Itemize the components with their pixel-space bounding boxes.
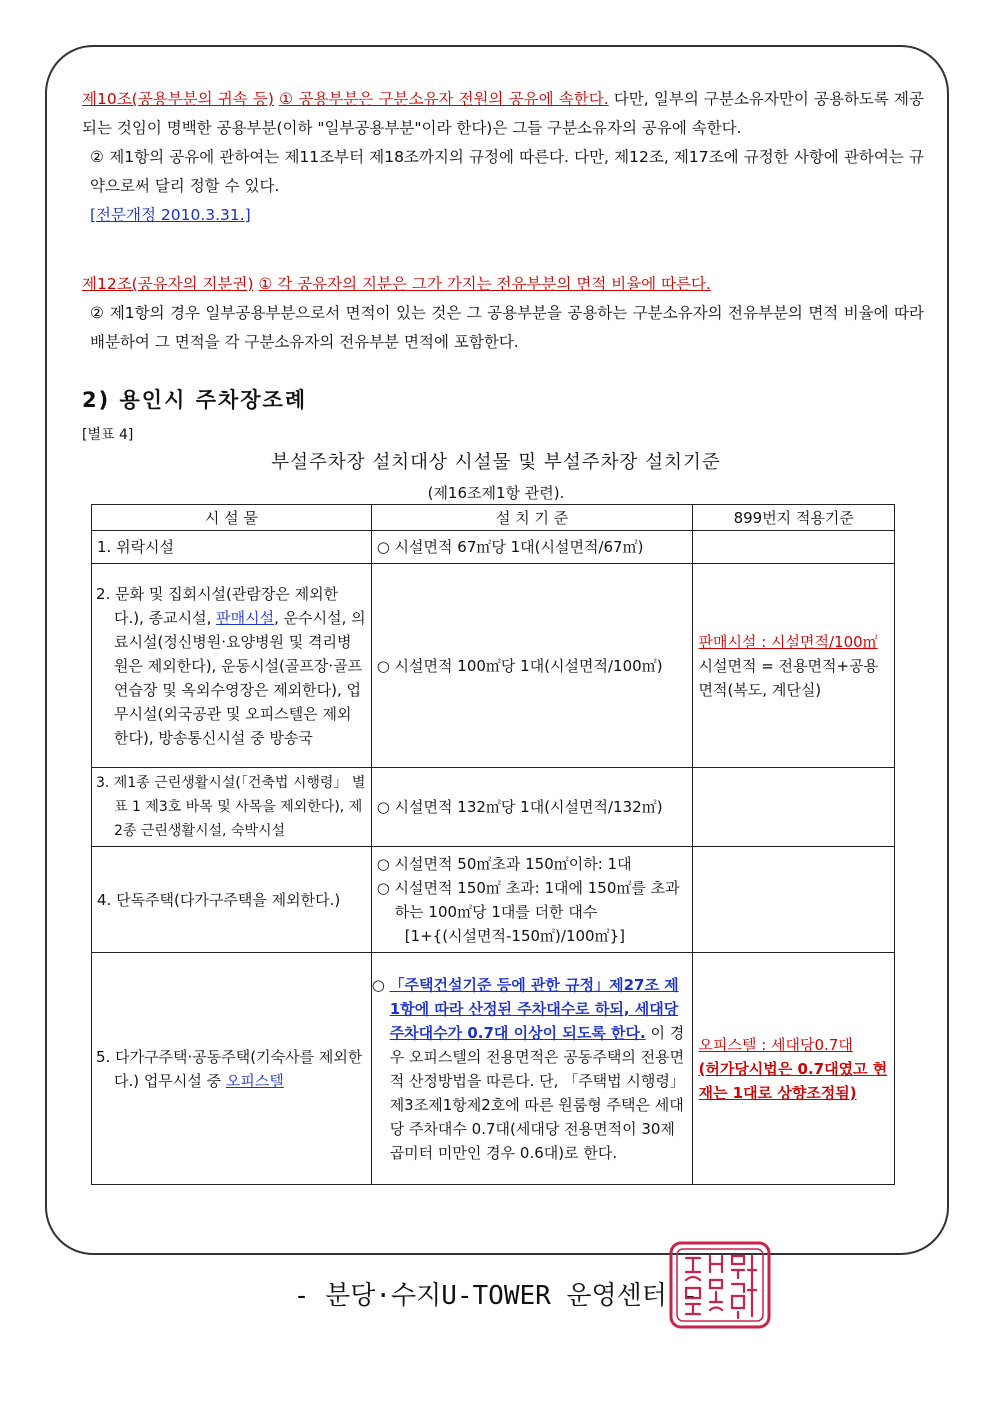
parking-standards-table <box>91 504 895 1185</box>
appendix-label: [별표 4] <box>82 427 134 443</box>
standard-formula: [1+{(시설면적-150㎡)/100㎡}] <box>404 926 625 945</box>
facility-cell: 4. 단독주택(다가구주택을 제외한다.) <box>92 847 372 953</box>
standard-cell: ○ 시설면적 67㎡당 1대(시설면적/67㎡) <box>371 531 693 564</box>
applied-note: 시설면적 = 전용면적+공용면적(복도, 계단실) <box>698 656 879 699</box>
applied-cell <box>693 768 895 847</box>
standard-cell: ○ 시설면적 100㎡당 1대(시설면적/100㎡) <box>371 564 693 768</box>
facility-cell: 2. 문화 및 집회시설(관람장은 제외한다.), 종교시설, 판매시설, 운수시설, 의료시설(정신병원·요양병원 및 격리병원은 제외한다), 운동시설(골프장·골프연습장 및 옥외수영장은 제외한다), 업무시설(외국공관 및 오피스텔은 제외한다), 방송통신시설 중 방송국 <box>92 564 372 768</box>
article-12 <box>82 270 924 357</box>
article-10-clause-2: ② 제1항의 공유에 관하여는 제11조부터 제18조까지의 규정에 따른다. 다만, 제12조, 제17조에 규정한 사항에 관하여는 규약으로써 달리 정할 수 있다. <box>90 148 924 195</box>
article-10 <box>82 85 924 230</box>
applied-note-red: 오피스텔 : 세대당0.7대 <box>698 1035 853 1054</box>
applied-cell <box>693 564 895 768</box>
revision-note[interactable]: [전문개정 2010.3.31.] <box>90 206 251 224</box>
article-10-clause-1-rest: 다만, 일부의 구분소유자만이 공용하도록 제공되는 것임이 명백한 공용부분(이하 "일부공용부분"이라 한다)은 그들 구분소유자의 공유에 속한다. <box>82 90 924 137</box>
applied-cell <box>693 531 895 564</box>
table-row <box>92 847 895 953</box>
facility-link[interactable]: 판매시설 <box>216 608 275 627</box>
table-row <box>92 768 895 847</box>
facility-cell: 1. 위락시설 <box>92 531 372 564</box>
footer-organization: - 분당·수지U-TOWER 운영센터 - <box>293 1281 699 1311</box>
table-row <box>92 531 895 564</box>
applied-cell <box>693 847 895 953</box>
header-standard: 설 치 기 준 <box>371 505 693 531</box>
section-title: 2) 용인시 주차장조례 <box>82 388 308 412</box>
standard-cell: ○ 시설면적 132㎡당 1대(시설면적/132㎡) <box>371 768 693 847</box>
table-row <box>92 564 895 768</box>
applied-note-red: (허가당시법은 0.7대였고 현재는 1대로 상향조정됨) <box>698 1059 888 1102</box>
table-subtitle: (제16조제1항 관련). <box>427 484 565 502</box>
article-10-clause-1 <box>82 85 924 143</box>
table-row <box>92 953 895 1185</box>
facility-cell: 3. 제1종 근린생활시설(「건축법 시행령」 별표 1 제3호 바목 및 사목을 제외한다), 제2종 근린생활시설, 숙박시설 <box>92 768 372 847</box>
header-applied: 899번지 적용기준 <box>693 505 895 531</box>
header-facility: 시 설 물 <box>92 505 372 531</box>
standard-cell <box>371 847 693 953</box>
table-title: 부설주차장 설치대상 시설물 및 부설주차장 설치기준 <box>271 452 721 473</box>
article-10-heading: 제10조(공용부분의 귀속 등) <box>82 90 274 108</box>
article-12-clause-1: ① 각 공유자의 지분은 그가 가지는 전유부분의 면적 비율에 따른다. <box>258 275 711 293</box>
article-10-clause-1-highlight: ① 공용부분은 구분소유자 전원의 공유에 속한다. <box>279 90 609 108</box>
applied-note-red: 판매시설 : 시설면적/100㎡ <box>698 632 878 651</box>
official-seal-icon <box>668 1240 772 1330</box>
regulation-link[interactable]: 「주택건설기준 등에 관한 규정」제27조 제1항에 따라 산정된 주차대수로 하되, 세대당 주차대수가 0.7대 이상이 되도록 한다. <box>389 975 679 1042</box>
applied-cell <box>693 953 895 1185</box>
standard-line: ○ 시설면적 150㎡ 초과: 1대에 150㎡를 초과하는 100㎡당 1대를 더한 대수 <box>376 878 680 921</box>
facility-cell: 5. 다가구주택·공동주택(기숙사를 제외한다.) 업무시설 중 오피스텔 <box>92 953 372 1185</box>
article-12-heading: 제12조(공유자의 지분권) <box>82 275 254 293</box>
table-header-row <box>92 505 895 531</box>
standard-cell: ○ 「주택건설기준 등에 관한 규정」제27조 제1항에 따라 산정된 주차대수로 하되, 세대당 주차대수가 0.7대 이상이 되도록 한다. 이 경우 오피스텔의 전용면적은 공동주택의 전용면적 산정방법을 따른다. 단, 「주택법 시행령」 제3조제1항제2호에 따른 원룸형 주택은 세대당 주차대수 0.7대(세대당 전용면적이 30제곱미터 미만인 경우 0.6대)로 한다. <box>371 953 693 1185</box>
standard-line: ○ 시설면적 50㎡초과 150㎡이하: 1대 <box>376 854 632 873</box>
facility-link[interactable]: 오피스텔 <box>225 1071 284 1090</box>
article-12-clause-2: ② 제1항의 경우 일부공용부분으로서 면적이 있는 것은 그 공용부분을 공용하는 구분소유자의 전유부분의 면적 비율에 따라 배분하여 그 면적을 각 구분소유자의 전유부분 면적에 포함한다. <box>90 304 924 351</box>
